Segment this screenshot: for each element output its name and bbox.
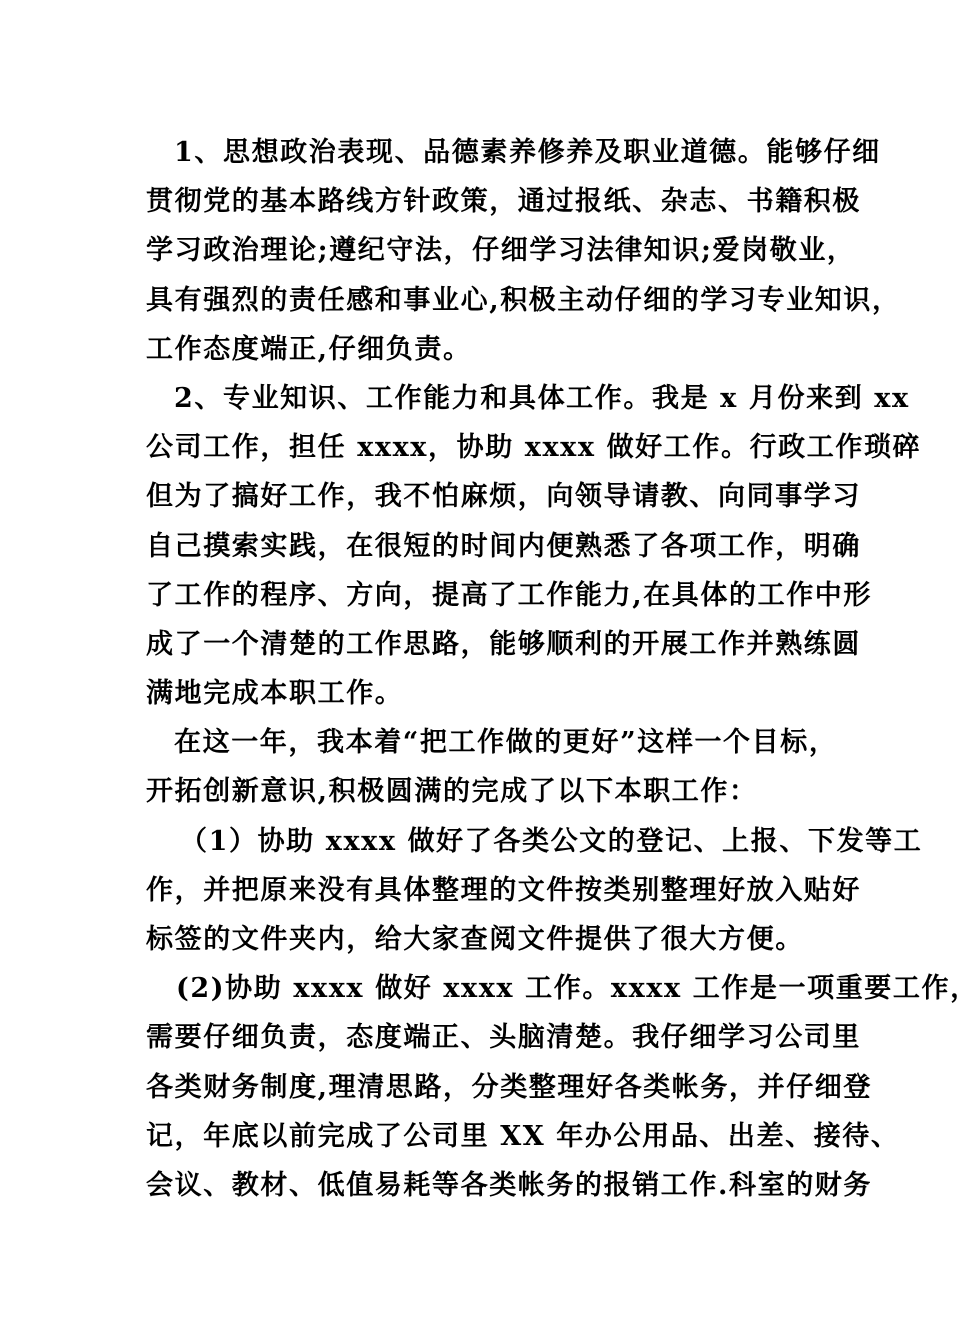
text-line: 开拓创新意识,积极圆满的完成了以下本职工作：	[146, 776, 758, 808]
text-line: 自己摸索实践，在很短的时间内便熟悉了各项工作，明确	[146, 530, 861, 562]
text-line: 2、专业知识、工作能力和具体工作。我是 x 月份来到 xx	[174, 382, 910, 414]
text-line: (2)协助 xxxx 做好 xxxx 工作。xxxx 工作是一项重要工作，	[176, 973, 979, 1005]
text-line: 标签的文件夹内，给大家查阅文件提供了很大方便。	[146, 924, 804, 955]
text-line: 满地完成本职工作。	[146, 678, 404, 710]
text-line: 了工作的程序、方向，提高了工作能力,在具体的工作中形	[146, 579, 872, 611]
text-line: 会议、教材、低值易耗等各类帐务的报销工作.科室的财务	[146, 1169, 872, 1201]
text-line: 学习政治理论;遵纪守法，仔细学习法律知识;爱岗敬业，	[146, 235, 856, 267]
text-line: 具有强烈的责任感和事业心,积极主动仔细的学习专业知识，	[146, 284, 901, 316]
text-line: 需要仔细负责，态度端正、头脑清楚。我仔细学习公司里	[146, 1022, 861, 1054]
text-line: 在这一年，我本着“把工作做的更好”这样一个目标，	[174, 727, 838, 759]
text-line: 成了一个清楚的工作思路，能够顺利的开展工作并熟练圆	[146, 628, 861, 660]
text-line: 各类财务制度,理清思路，分类整理好各类帐务，并仔细登	[146, 1071, 872, 1103]
text-line: 贯彻党的基本路线方针政策，通过报纸、杂志、书籍积极	[146, 186, 861, 218]
text-line: 工作态度端正,仔细负责。	[146, 333, 472, 365]
text-line: 公司工作，担任 xxxx，协助 xxxx 做好工作。行政工作琐碎	[146, 432, 922, 464]
text-line: 1、思想政治表现、品德素养修养及职业道德。能够仔细	[174, 137, 881, 168]
text-line: （1）协助 xxxx 做好了各类公文的登记、上报、下发等工	[180, 825, 923, 857]
text-line: 但为了搞好工作，我不怕麻烦，向领导请教、向同事学习	[146, 481, 861, 513]
text-line: 作，并把原来没有具体整理的文件按类别整理好放入贴好	[146, 874, 861, 906]
text-line: 记，年底以前完成了公司里 XX 年办公用品、出差、接待、	[146, 1120, 900, 1152]
document-body	[146, 128, 979, 1210]
